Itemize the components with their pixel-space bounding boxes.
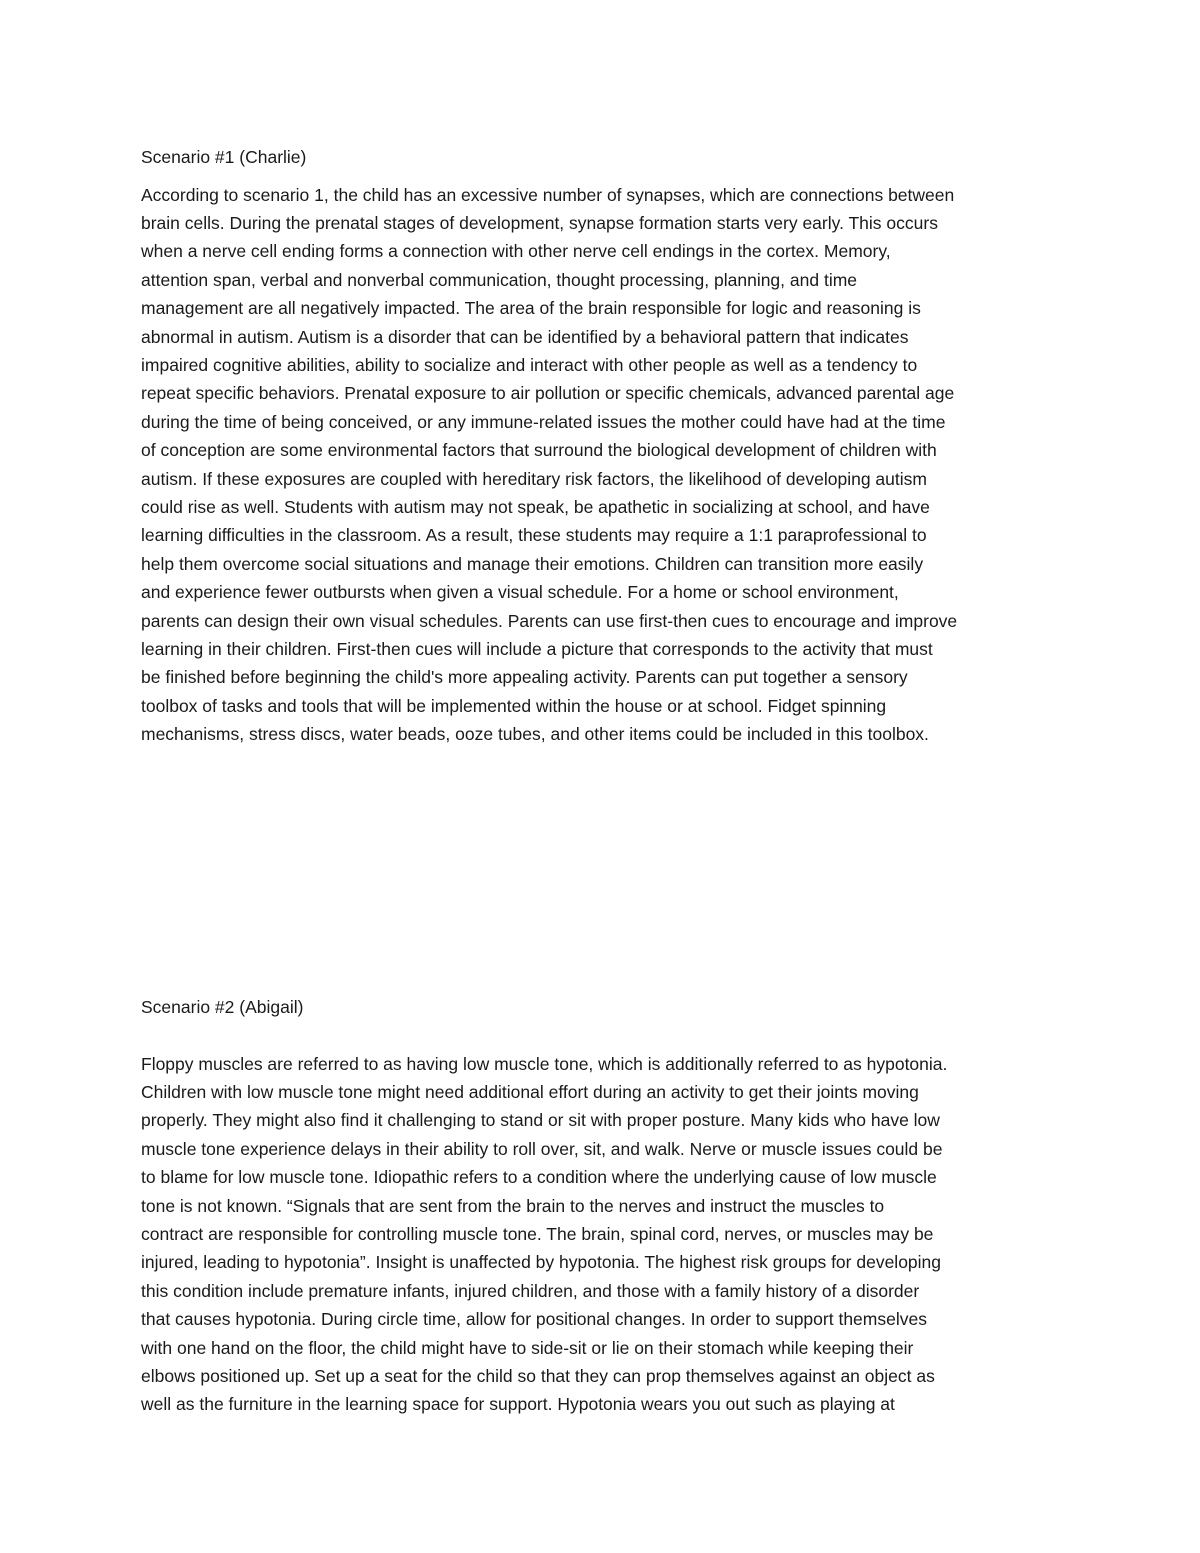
paragraph-line: tone is not known. “Signals that are sent from the brain to the nerves and instruct the muscles to [141,1195,885,1216]
paragraph-line: abnormal in autism. Autism is a disorder that can be identified by a behavioral pattern that indicates [141,326,909,347]
scenario-2-heading: Scenario #2 (Abigail) [141,997,304,1017]
paragraph-line: this condition include premature infants, injured children, and those with a family history of a disorder [141,1280,920,1301]
paragraph-line: elbows positioned up. Set up a seat for the child so that they can prop themselves against an object as [141,1365,935,1386]
paragraph-line: to blame for low muscle tone. Idiopathic refers to a condition where the underlying cause of low muscle [141,1167,937,1188]
paragraph-line: repeat specific behaviors. Prenatal exposure to air pollution or specific chemicals, advanced parental age [141,383,955,404]
paragraph-line: autism. If these exposures are coupled with hereditary risk factors, the likelihood of developing autism [141,468,927,489]
paragraph-line: mechanisms, stress discs, water beads, ooze tubes, and other items could be included in this toolbox. [141,724,929,745]
paragraph-line: muscle tone experience delays in their ability to roll over, sit, and walk. Nerve or muscle issues could be [141,1138,943,1159]
paragraph-line: attention span, verbal and nonverbal communication, thought processing, planning, and time [141,269,858,290]
paragraph-line: of conception are some environmental factors that surround the biological development of children with [141,440,937,461]
scenario-2-paragraph [141,1050,1059,1419]
scenario-1-heading: Scenario #1 (Charlie) [141,147,307,167]
scenario-2-section [141,993,1059,1419]
paragraph-line: when a nerve cell ending forms a connection with other nerve cell endings in the cortex. Memory, [141,241,891,262]
paragraph-line: help them overcome social situations and manage their emotions. Children can transition more easily [141,553,924,574]
paragraph-line: that causes hypotonia. During circle time, allow for positional changes. In order to support themselves [141,1309,927,1330]
scenario-1-section [141,143,1059,749]
paragraph-line: and experience fewer outbursts when given a visual schedule. For a home or school environment, [141,582,899,603]
paragraph-line: be finished before beginning the child's more appealing activity. Parents can put together a sensory [141,667,908,688]
paragraph-line: Children with low muscle tone might need additional effort during an activity to get their joints moving [141,1081,919,1102]
paragraph-line: According to scenario 1, the child has an excessive number of synapses, which are connections between [141,184,955,205]
paragraph-line: well as the furniture in the learning space for support. Hypotonia wears you out such as playing at [141,1394,895,1415]
paragraph-line: injured, leading to hypotonia”. Insight is unaffected by hypotonia. The highest risk groups for developing [141,1252,942,1273]
paragraph-line: toolbox of tasks and tools that will be implemented within the house or at school. Fidget spinning [141,695,887,716]
paragraph-line: Floppy muscles are referred to as having low muscle tone, which is additionally referred to as hypotonia. [141,1053,948,1074]
paragraph-line: during the time of being conceived, or any immune-related issues the mother could have had at the time [141,411,946,432]
scenario-1-paragraph [141,181,1059,749]
paragraph-line: brain cells. During the prenatal stages of development, synapse formation starts very early. This occurs [141,212,938,233]
paragraph-line: learning in their children. First-then cues will include a picture that corresponds to the activity that must [141,639,933,659]
paragraph-line: impaired cognitive abilities, ability to socialize and interact with other people as well as a tendency to [141,354,918,375]
paragraph-line: with one hand on the floor, the child might have to side-sit or lie on their stomach while keeping their [141,1337,914,1358]
paragraph-line: parents can design their own visual schedules. Parents can use first-then cues to encourage and improve [141,610,958,631]
paragraph-line: learning difficulties in the classroom. As a result, these students may require a 1:1 paraprofessional to [141,525,927,546]
paragraph-line: management are all negatively impacted. The area of the brain responsible for logic and reasoning is [141,298,921,319]
paragraph-line: contract are responsible for controlling muscle tone. The brain, spinal cord, nerves, or muscles may be [141,1223,934,1244]
paragraph-line: properly. They might also find it challenging to stand or sit with proper posture. Many kids who have low [141,1110,940,1131]
paragraph-line: could rise as well. Students with autism may not speak, be apathetic in socializing at school, and have [141,496,930,517]
